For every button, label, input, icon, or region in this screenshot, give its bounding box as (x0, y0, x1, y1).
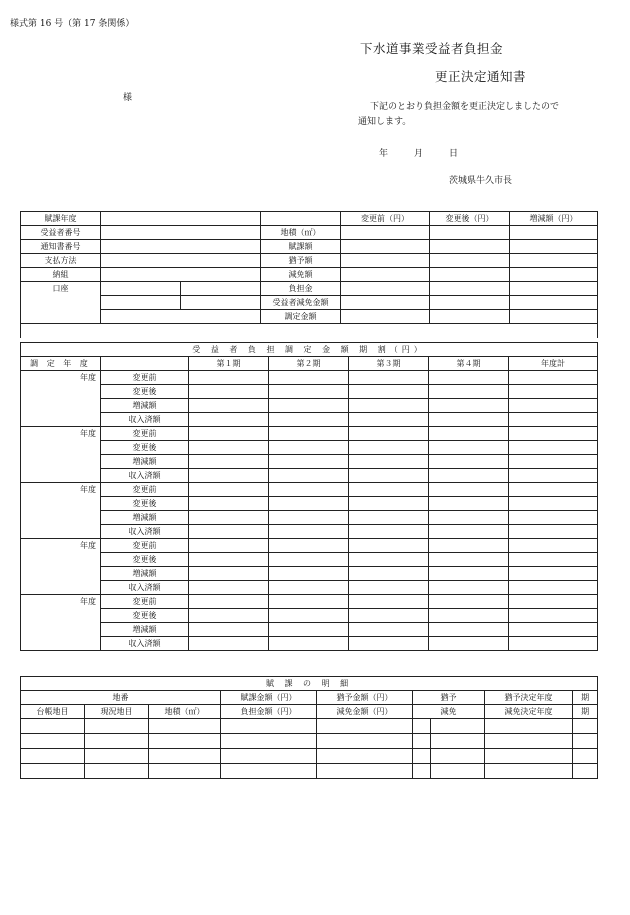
year-blank-cell (21, 511, 101, 525)
year-blank-cell (21, 455, 101, 469)
cell (430, 240, 510, 254)
amount-cell (509, 455, 598, 469)
detail-cell (21, 719, 85, 734)
amount-cell (509, 581, 598, 595)
detail-cell (21, 734, 85, 749)
period-row (21, 623, 598, 637)
amount-cell (509, 427, 598, 441)
amount-cell (349, 455, 429, 469)
amount-cell (189, 441, 269, 455)
year-label-cell: 年度 (21, 427, 101, 441)
amount-cell (269, 497, 349, 511)
year-label-cell: 年度 (21, 483, 101, 497)
year-blank-cell (21, 497, 101, 511)
cell (430, 226, 510, 240)
amount-cell (189, 581, 269, 595)
detail-cell (431, 749, 485, 764)
period-row (21, 609, 598, 623)
detail-row (21, 734, 598, 749)
row-label: 変更後 (101, 609, 189, 623)
detail-cell (413, 719, 431, 734)
cell (341, 310, 430, 324)
amount-cell (349, 511, 429, 525)
field-notice-no (101, 240, 261, 254)
amount-cell (269, 595, 349, 609)
cell (510, 268, 598, 282)
notice-line-2: 通知します。 (358, 117, 412, 127)
amount-cell (509, 413, 598, 427)
amount-cell (349, 385, 429, 399)
detail-cell (317, 749, 413, 764)
amount-cell (269, 567, 349, 581)
label-tax-year: 賦課年度 (21, 212, 101, 226)
detail-cell (317, 719, 413, 734)
label-payment-method: 支払方法 (21, 254, 101, 268)
detail-cell (221, 734, 317, 749)
amount-cell (269, 385, 349, 399)
row-label: 増減額 (101, 567, 189, 581)
detail-row (21, 749, 598, 764)
field-beneficiary-no (101, 226, 261, 240)
assessment-detail-table (20, 676, 598, 779)
amount-cell (509, 567, 598, 581)
amount-cell (189, 399, 269, 413)
header-period-2: 期 (573, 705, 598, 719)
amount-cell (189, 623, 269, 637)
year-blank-cell (21, 525, 101, 539)
row-label: 増減額 (101, 399, 189, 413)
row-label: 収入済額 (101, 581, 189, 595)
amount-cell (349, 413, 429, 427)
amount-cell (349, 483, 429, 497)
header-current-category: 現況地目 (85, 705, 149, 719)
amount-cell (189, 553, 269, 567)
amount-cell (429, 455, 509, 469)
row-label: 増減額 (101, 511, 189, 525)
amount-cell (509, 511, 598, 525)
cell (510, 254, 598, 268)
row-label: 増減額 (101, 455, 189, 469)
header-lot-number: 地番 (21, 691, 221, 705)
issuer: 茨城県牛久市長 (449, 176, 513, 186)
header-ledger-category: 台帳地目 (21, 705, 85, 719)
label-determined-amount: 調定金額 (261, 310, 341, 324)
row-label: 収入済額 (101, 637, 189, 651)
label-beneficiary-no: 受益者番号 (21, 226, 101, 240)
detail-cell (573, 764, 598, 779)
amount-cell (189, 497, 269, 511)
period-breakdown-table (20, 342, 598, 651)
amount-cell (189, 469, 269, 483)
year-blank-cell (21, 399, 101, 413)
amount-cell (349, 539, 429, 553)
amount-cell (509, 385, 598, 399)
amount-cell (429, 609, 509, 623)
amount-cell (349, 637, 429, 651)
amount-cell (509, 623, 598, 637)
amount-cell (349, 609, 429, 623)
year-blank-cell (21, 637, 101, 651)
cell (510, 282, 598, 296)
label-group: 納組 (21, 268, 101, 282)
detail-table-title: 賦 課 の 明 細 (21, 677, 598, 691)
detail-cell (573, 734, 598, 749)
period-row (21, 455, 598, 469)
detail-cell (485, 749, 573, 764)
amount-cell (189, 511, 269, 525)
amount-cell (189, 427, 269, 441)
amount-cell (349, 525, 429, 539)
amount-cell (429, 427, 509, 441)
amount-cell (429, 525, 509, 539)
amount-cell (269, 455, 349, 469)
cell (341, 254, 430, 268)
amount-cell (509, 469, 598, 483)
header-period: 期 (573, 691, 598, 705)
col-blank (101, 357, 189, 371)
amount-cell (349, 469, 429, 483)
col-year-total: 年度計 (509, 357, 598, 371)
amount-cell (509, 539, 598, 553)
detail-cell (317, 734, 413, 749)
row-label: 変更後 (101, 385, 189, 399)
period-row (21, 595, 598, 609)
date-year: 年 (379, 149, 389, 159)
amount-cell (269, 553, 349, 567)
header-deferral: 猶予 (413, 691, 485, 705)
detail-cell (85, 749, 149, 764)
year-blank-cell (21, 567, 101, 581)
form-number: 様式第 16 号（第 17 条関係） (10, 19, 135, 29)
cell (341, 282, 430, 296)
year-blank-cell (21, 385, 101, 399)
blank-row (21, 324, 598, 339)
account-cell (101, 310, 261, 324)
detail-cell (85, 734, 149, 749)
amount-cell (509, 399, 598, 413)
date-line (379, 146, 484, 159)
header-after: 変更後（円） (430, 212, 510, 226)
amount-cell (429, 581, 509, 595)
period-row (21, 413, 598, 427)
amount-cell (269, 413, 349, 427)
amount-cell (429, 385, 509, 399)
amount-cell (269, 581, 349, 595)
amount-cell (429, 483, 509, 497)
header-before: 変更前（円） (341, 212, 430, 226)
amount-cell (429, 553, 509, 567)
period-row (21, 371, 598, 385)
detail-cell (21, 749, 85, 764)
period-row (21, 385, 598, 399)
amount-cell (269, 371, 349, 385)
account-cell (101, 282, 181, 296)
row-label: 変更前 (101, 483, 189, 497)
detail-cell (221, 764, 317, 779)
detail-rows (21, 719, 598, 779)
amount-cell (509, 595, 598, 609)
document-subtitle: 更正決定通知書 (435, 69, 527, 84)
col-period-1: 第１期 (189, 357, 269, 371)
amount-cell (269, 525, 349, 539)
amount-cell (269, 441, 349, 455)
amount-cell (429, 567, 509, 581)
amount-cell (189, 483, 269, 497)
period-row (21, 441, 598, 455)
amount-cell (349, 441, 429, 455)
amount-cell (509, 441, 598, 455)
row-label: 変更前 (101, 371, 189, 385)
header-exemption-amount: 減免金額（円） (317, 705, 413, 719)
detail-row (21, 719, 598, 734)
label-assessment: 賦課額 (261, 240, 341, 254)
cell (430, 310, 510, 324)
period-row (21, 567, 598, 581)
cell (430, 282, 510, 296)
amount-cell (189, 525, 269, 539)
label-burden: 負担金 (261, 282, 341, 296)
field-tax-year (101, 212, 261, 226)
detail-cell (317, 764, 413, 779)
period-row (21, 553, 598, 567)
amount-cell (189, 595, 269, 609)
detail-cell (149, 719, 221, 734)
amount-cell (429, 371, 509, 385)
amount-cell (429, 539, 509, 553)
detail-cell (149, 734, 221, 749)
cell (341, 226, 430, 240)
period-row (21, 427, 598, 441)
row-label: 収入済額 (101, 413, 189, 427)
amount-cell (349, 567, 429, 581)
header-exemption-year: 減免決定年度 (485, 705, 573, 719)
col-period-3: 第３期 (349, 357, 429, 371)
cell (430, 268, 510, 282)
amount-cell (349, 399, 429, 413)
amount-cell (349, 427, 429, 441)
amount-cell (189, 637, 269, 651)
label-account: 口座 (21, 282, 101, 324)
row-label: 増減額 (101, 623, 189, 637)
detail-cell (485, 734, 573, 749)
detail-cell (149, 764, 221, 779)
row-label: 変更前 (101, 427, 189, 441)
period-row (21, 539, 598, 553)
period-row (21, 511, 598, 525)
year-label-cell: 年度 (21, 371, 101, 385)
col-period-4: 第４期 (429, 357, 509, 371)
detail-cell (221, 719, 317, 734)
document-title: 下水道事業受益者負担金 (360, 41, 504, 56)
row-label: 収入済額 (101, 525, 189, 539)
amount-cell (509, 497, 598, 511)
date-day: 日 (449, 149, 459, 159)
col-year-header: 調 定 年 度 (21, 357, 101, 371)
amount-cell (509, 371, 598, 385)
account-cell (101, 296, 181, 310)
detail-cell (573, 719, 598, 734)
cell (430, 296, 510, 310)
cell (341, 296, 430, 310)
amount-cell (429, 413, 509, 427)
amount-cell (509, 637, 598, 651)
account-cell (181, 282, 261, 296)
date-month: 月 (414, 149, 424, 159)
amount-cell (189, 539, 269, 553)
notice-text (358, 100, 598, 130)
year-blank-cell (21, 581, 101, 595)
amount-cell (349, 595, 429, 609)
amount-cell (269, 469, 349, 483)
amount-cell (189, 413, 269, 427)
amount-cell (509, 553, 598, 567)
period-rows (21, 371, 598, 651)
blank-cell (261, 212, 341, 226)
detail-cell (573, 749, 598, 764)
header-burden-amount: 負担金額（円） (221, 705, 317, 719)
detail-row (21, 764, 598, 779)
amount-cell (269, 637, 349, 651)
header-assessed-amount: 賦課金額（円） (221, 691, 317, 705)
amount-cell (349, 371, 429, 385)
period-row (21, 399, 598, 413)
label-deferral: 猶予額 (261, 254, 341, 268)
amount-cell (189, 371, 269, 385)
row-label: 変更後 (101, 553, 189, 567)
header-exemption: 減免 (413, 705, 485, 719)
amount-cell (189, 609, 269, 623)
period-row (21, 469, 598, 483)
cell (430, 254, 510, 268)
row-label: 収入済額 (101, 469, 189, 483)
cell (510, 240, 598, 254)
header-deferral-amount: 猶予金額（円） (317, 691, 413, 705)
amount-cell (429, 469, 509, 483)
year-blank-cell (21, 469, 101, 483)
amount-cell (269, 399, 349, 413)
amount-cell (429, 637, 509, 651)
cell (510, 310, 598, 324)
field-payment-method (101, 254, 261, 268)
header-diff: 増減額（円） (510, 212, 598, 226)
assessment-info-table (20, 211, 598, 338)
period-row (21, 483, 598, 497)
cell (510, 226, 598, 240)
year-label-cell: 年度 (21, 595, 101, 609)
amount-cell (269, 539, 349, 553)
amount-cell (429, 511, 509, 525)
amount-cell (429, 595, 509, 609)
row-label: 変更前 (101, 595, 189, 609)
amount-cell (189, 455, 269, 469)
amount-cell (269, 609, 349, 623)
col-period-2: 第２期 (269, 357, 349, 371)
addressee-suffix: 様 (123, 93, 133, 103)
label-exemption: 減免額 (261, 268, 341, 282)
detail-cell (485, 719, 573, 734)
year-blank-cell (21, 413, 101, 427)
year-blank-cell (21, 441, 101, 455)
detail-cell (85, 764, 149, 779)
detail-cell (431, 734, 485, 749)
amount-cell (429, 399, 509, 413)
field-group (101, 268, 261, 282)
amount-cell (269, 483, 349, 497)
period-row (21, 581, 598, 595)
amount-cell (429, 497, 509, 511)
amount-cell (429, 623, 509, 637)
detail-cell (413, 764, 431, 779)
period-row (21, 525, 598, 539)
amount-cell (269, 427, 349, 441)
row-label: 変更後 (101, 497, 189, 511)
year-blank-cell (21, 623, 101, 637)
row-label: 変更後 (101, 441, 189, 455)
cell (510, 296, 598, 310)
period-row (21, 497, 598, 511)
period-table-title: 受 益 者 負 担 調 定 金 額 期 割（円） (21, 343, 598, 357)
amount-cell (349, 553, 429, 567)
year-label-cell: 年度 (21, 539, 101, 553)
amount-cell (349, 497, 429, 511)
detail-cell (21, 764, 85, 779)
detail-cell (431, 764, 485, 779)
year-blank-cell (21, 609, 101, 623)
header-area: 地積（㎡） (149, 705, 221, 719)
amount-cell (509, 483, 598, 497)
label-notice-no: 通知書番号 (21, 240, 101, 254)
amount-cell (429, 441, 509, 455)
detail-cell (413, 734, 431, 749)
amount-cell (509, 525, 598, 539)
amount-cell (509, 609, 598, 623)
detail-cell (431, 719, 485, 734)
label-beneficiary-exemption: 受益者減免金額 (261, 296, 341, 310)
cell (341, 240, 430, 254)
period-row (21, 637, 598, 651)
amount-cell (189, 385, 269, 399)
detail-cell (85, 719, 149, 734)
year-blank-cell (21, 553, 101, 567)
label-area: 地積（㎡） (261, 226, 341, 240)
detail-cell (221, 749, 317, 764)
amount-cell (269, 511, 349, 525)
account-cell (181, 296, 261, 310)
detail-cell (149, 749, 221, 764)
row-label: 変更前 (101, 539, 189, 553)
amount-cell (269, 623, 349, 637)
amount-cell (189, 567, 269, 581)
cell (341, 268, 430, 282)
amount-cell (349, 581, 429, 595)
detail-cell (413, 749, 431, 764)
amount-cell (349, 623, 429, 637)
header-deferral-year: 猶予決定年度 (485, 691, 573, 705)
detail-cell (485, 764, 573, 779)
notice-line-1: 下記のとおり負担金額を更正決定しましたので (370, 102, 560, 112)
